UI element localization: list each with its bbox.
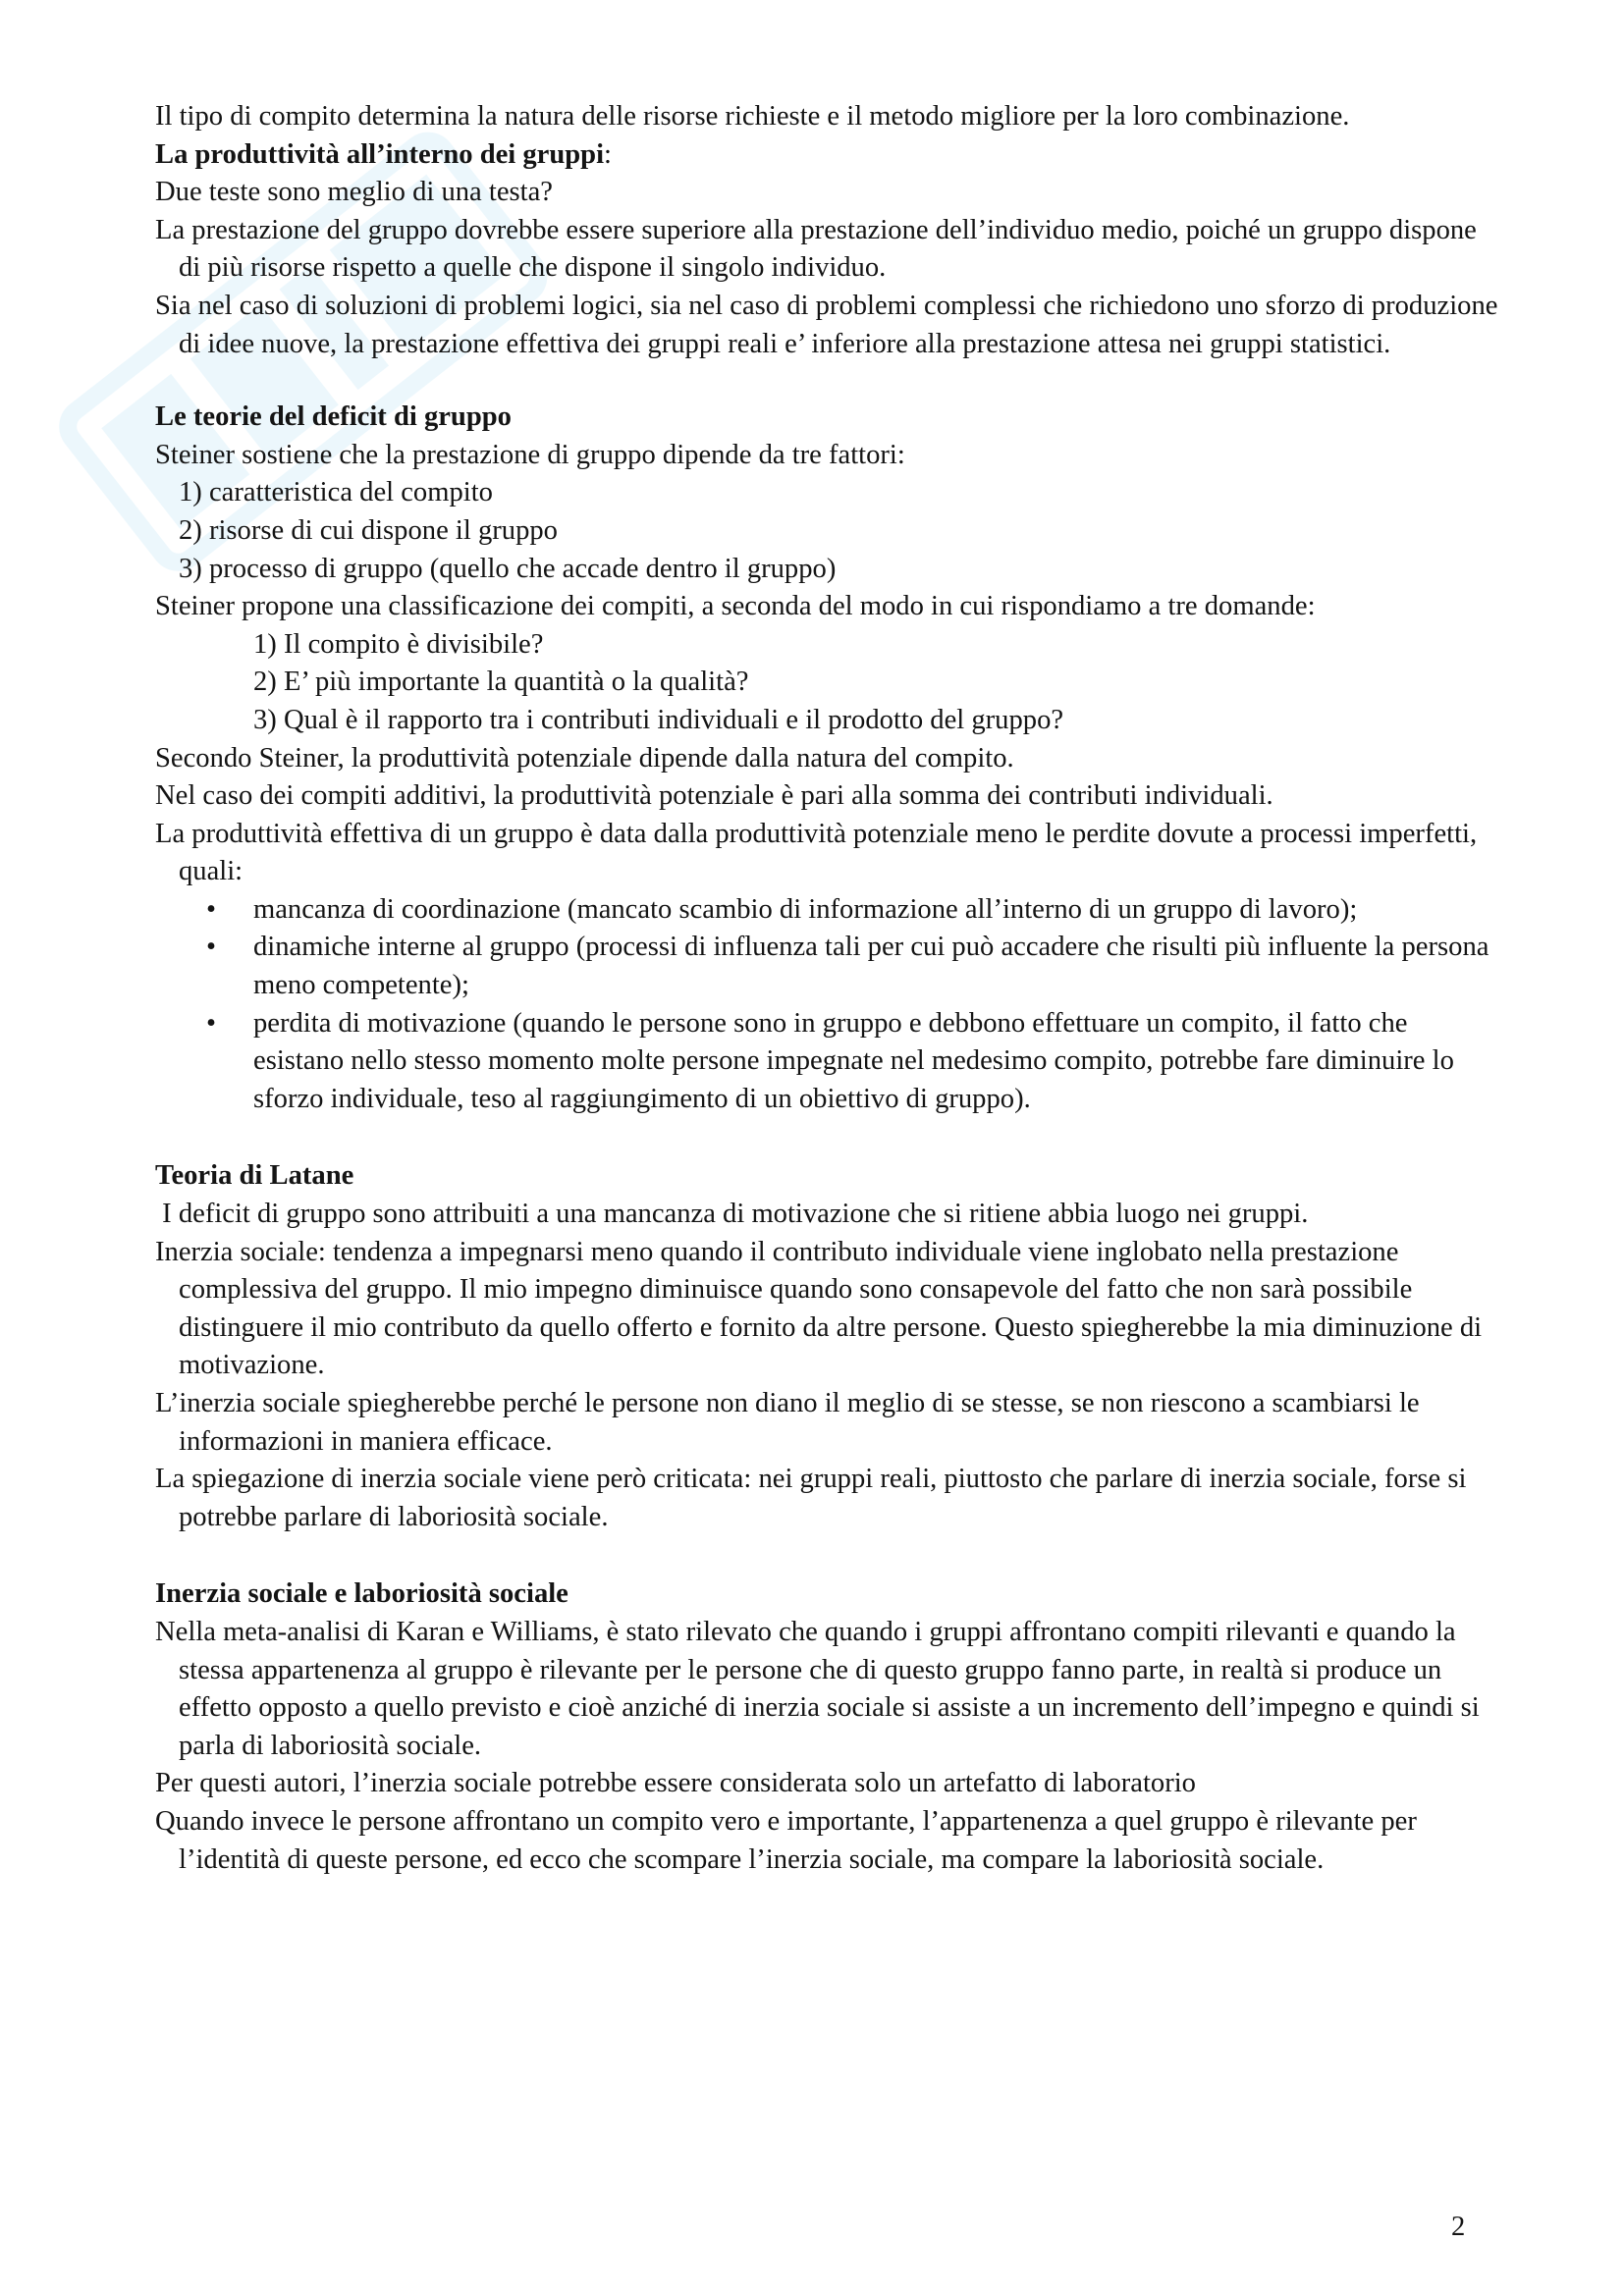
paragraph: Due teste sono meglio di una testa? <box>155 177 553 208</box>
list-item <box>155 891 1500 930</box>
paragraph: Nel caso dei compiti additivi, la produttività potenziale è pari alla somma dei contributi individuali. <box>155 780 1273 812</box>
paragraph: I deficit di gruppo sono attribuiti a una mancanza di motivazione che si ritiene abbia luogo nei gruppi. <box>155 1199 1309 1230</box>
paragraph: Per questi autori, l’inerzia sociale potrebbe essere considerata solo un artefatto di laboratorio <box>155 1768 1196 1799</box>
paragraph: Nella meta-analisi di Karan e Williams, è stato rilevato che quando i gruppi affrontano compiti rilevanti e quando la stessa appartenenza al gruppo è rilevante per le persone che di questo gruppo fanno parte, in realtà si produce un effetto opposto a quello previsto e cioè anziché di inerzia sociale si assiste a un incremento dell’impegno e quindi si parla di laboriosità sociale. <box>155 1616 1480 1761</box>
list-item-text: mancanza di coordinazione (mancato scambio di informazione all’interno di un gruppo di lavoro); <box>253 893 1358 925</box>
section-heading-deficit: Le teorie del deficit di gruppo <box>155 401 512 433</box>
list-item: 3) Qual è il rapporto tra i contributi individuali e il prodotto del gruppo? <box>253 704 1064 735</box>
list-item: 1) caratteristica del compito <box>179 477 493 508</box>
list-item <box>155 929 1500 1004</box>
paragraph: L’inerzia sociale spiegherebbe perché le persone non diano il meglio di se stesse, se non riescono a scambiarsi le informazioni in maniera efficace. <box>155 1388 1420 1457</box>
paragraph: Steiner sostiene che la prestazione di gruppo dipende da tre fattori: <box>155 439 905 470</box>
list-item: 1) Il compito è divisibile? <box>253 628 544 660</box>
paragraph: La prestazione del gruppo dovrebbe essere superiore alla prestazione dell’individuo medio, poiché un gruppo dispone di più risorse rispetto a quelle che dispone il singolo individuo. <box>155 214 1477 284</box>
spacer <box>155 1536 1500 1575</box>
section-heading-productivity <box>155 136 1500 175</box>
paragraph: Steiner propone una classificazione dei compiti, a seconda del modo in cui rispondiamo a tre domande: <box>155 591 1316 622</box>
list-item-text: dinamiche interne al gruppo (processi di influenza tali per cui può accadere che risulti più influente la persona meno competente); <box>253 932 1489 1001</box>
list-item <box>155 1005 1500 1119</box>
bullet-icon: • <box>206 893 217 925</box>
spacer <box>155 363 1500 399</box>
heading-colon: : <box>604 138 612 170</box>
paragraph: Secondo Steiner, la produttività potenziale dipende dalla natura del compito. <box>155 742 1014 774</box>
list-item: 3) processo di gruppo (quello che accade dentro il gruppo) <box>179 553 837 584</box>
paragraph: La spiegazione di inerzia sociale viene però criticata: nei gruppi reali, piuttosto che parlare di inerzia sociale, forse si potrebbe parlare di laboriosità sociale. <box>155 1464 1467 1532</box>
list-item: 2) risorse di cui dispone il gruppo <box>179 514 558 546</box>
bullet-icon: • <box>206 1007 217 1039</box>
paragraph: Il tipo di compito determina la natura delle risorse richieste e il metodo migliore per la loro combinazione. <box>155 101 1350 132</box>
section-heading-latane: Teoria di Latane <box>155 1160 354 1192</box>
list-item-text: perdita di motivazione (quando le persone sono in gruppo e debbono effettuare un compito, il fatto che esistano nello stesso momento molte persone impegnate nel medesimo compito, potrebbe fare diminuire lo sforzo individuale, teso al raggiungimento di un obiettivo di gruppo). <box>253 1007 1454 1114</box>
page-number: 2 <box>1451 2212 1466 2242</box>
heading-text: La produttività all’interno dei gruppi <box>155 138 605 170</box>
spacer <box>155 1118 1500 1157</box>
paragraph: Inerzia sociale: tendenza a impegnarsi meno quando il contributo individuale viene inglobato nella prestazione complessiva del gruppo. Il mio impegno diminuisce quando sono consapevole del fatto che non sarà possibile distinguere il mio contributo da quello offerto e fornito da altre persone. Questo spiegherebbe la mia diminuzione di motivazione. <box>155 1236 1483 1381</box>
paragraph: Quando invece le persone affrontano un compito vero e importante, l’appartenenza a quel gruppo è rilevante per l’identità di queste persone, ed ecco che scompare l’inerzia sociale, ma compare la laboriosità sociale. <box>155 1805 1417 1875</box>
document-body <box>155 98 1500 1879</box>
paragraph: Sia nel caso di soluzioni di problemi logici, sia nel caso di problemi complessi che richiedono uno sforzo di produzione di idee nuove, la prestazione effettiva dei gruppi reali e’ inferiore alla prestazione attesa nei gruppi statistici. <box>155 290 1498 359</box>
paragraph: La produttività effettiva di un gruppo è data dalla produttività potenziale meno le perdite dovute a processi imperfetti, quali: <box>155 818 1478 887</box>
bullet-list <box>155 891 1500 1119</box>
bullet-icon: • <box>206 932 217 963</box>
section-heading-social-labor: Inerzia sociale e laboriosità sociale <box>155 1578 568 1610</box>
list-item: 2) E’ più importante la quantità o la qualità? <box>253 667 749 698</box>
